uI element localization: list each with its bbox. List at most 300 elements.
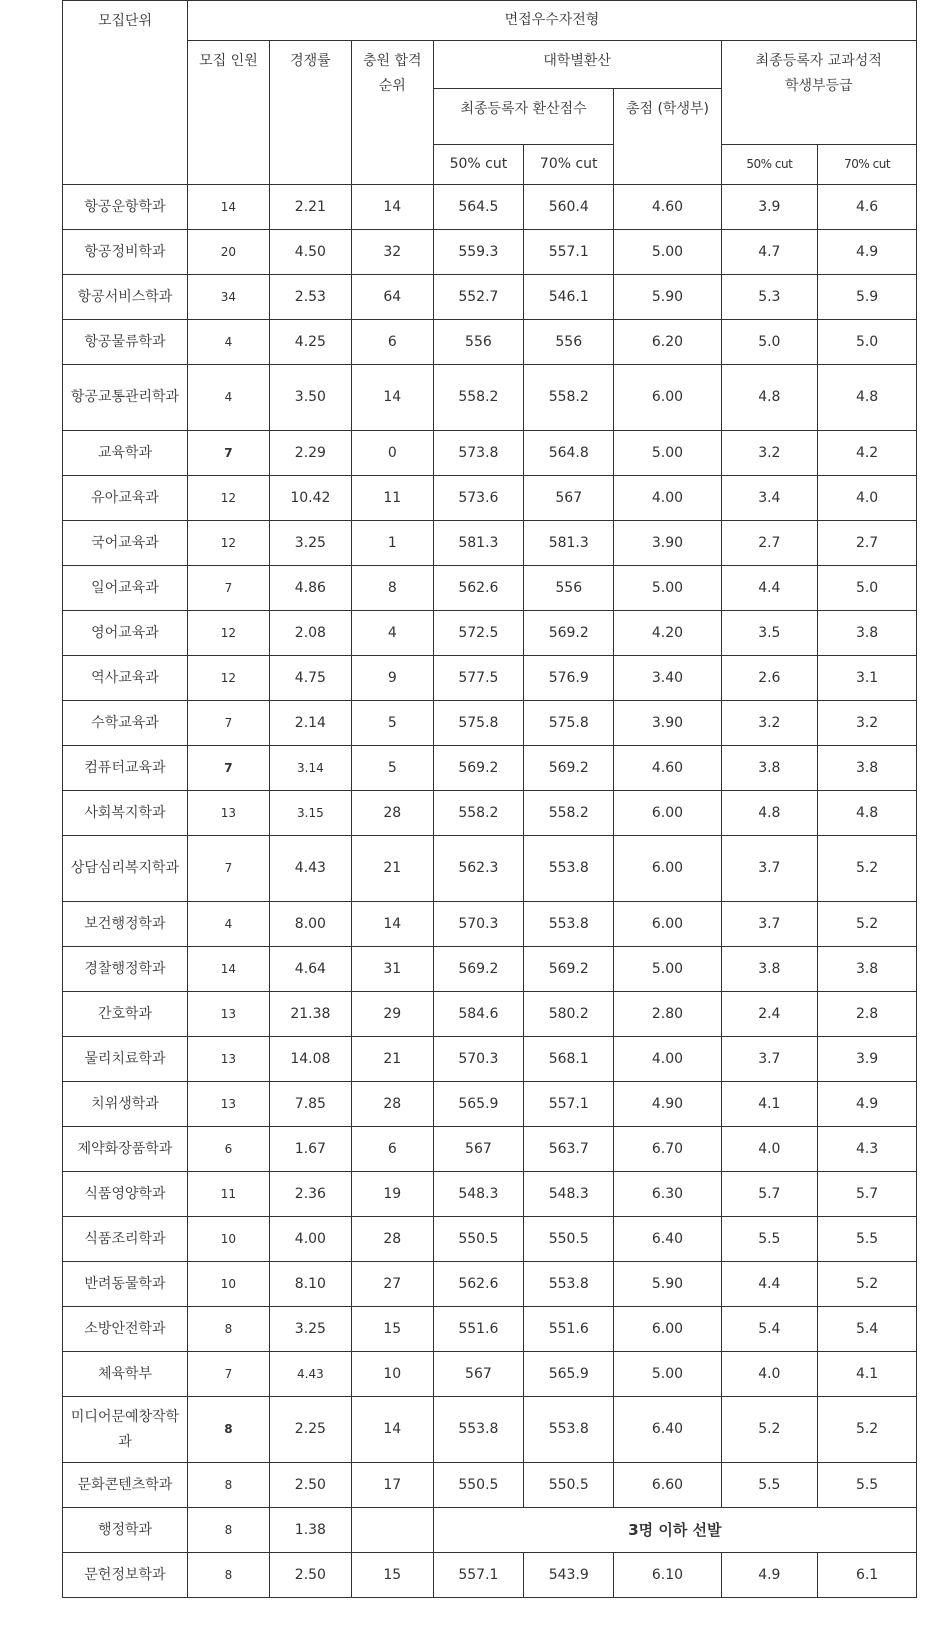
table-row	[63, 1508, 917, 1553]
score70-cell: 557.1	[524, 230, 614, 275]
quota-cell: 7	[187, 1352, 269, 1397]
rate-cell: 4.75	[269, 656, 351, 701]
grade70-cell: 5.2	[818, 902, 917, 947]
table-row	[63, 791, 917, 836]
total-cell: 5.00	[614, 1352, 721, 1397]
score50-cell: 552.7	[433, 275, 523, 320]
quota-cell: 6	[187, 1127, 269, 1172]
rate-cell: 2.25	[269, 1397, 351, 1463]
grade50-cell: 3.2	[721, 431, 818, 476]
grade50-cell: 3.5	[721, 611, 818, 656]
quota-cell: 12	[187, 611, 269, 656]
rank-cell: 6	[351, 1127, 433, 1172]
score70-cell: 567	[524, 476, 614, 521]
score50-cell: 573.6	[433, 476, 523, 521]
header-total: 총점 (학생부)	[614, 89, 721, 185]
quota-cell: 8	[187, 1307, 269, 1352]
total-cell: 3.90	[614, 701, 721, 746]
score70-cell: 576.9	[524, 656, 614, 701]
quota-cell: 12	[187, 476, 269, 521]
quota-cell: 8	[187, 1508, 269, 1553]
table-row	[63, 1217, 917, 1262]
grade50-cell: 5.4	[721, 1307, 818, 1352]
table-row	[63, 1037, 917, 1082]
score70-cell: 553.8	[524, 836, 614, 902]
grade70-cell: 5.2	[818, 1262, 917, 1307]
total-cell: 6.00	[614, 1307, 721, 1352]
table-row	[63, 230, 917, 275]
grade50-cell: 4.4	[721, 566, 818, 611]
total-cell: 6.70	[614, 1127, 721, 1172]
rate-cell: 2.50	[269, 1553, 351, 1598]
score70-cell: 580.2	[524, 992, 614, 1037]
table-row	[63, 1172, 917, 1217]
rate-cell: 2.29	[269, 431, 351, 476]
rank-cell: 14	[351, 902, 433, 947]
rank-cell: 64	[351, 275, 433, 320]
score50-cell: 550.5	[433, 1463, 523, 1508]
dept-cell: 수학교육과	[63, 701, 188, 746]
score70-cell: 550.5	[524, 1217, 614, 1262]
rate-cell: 4.43	[269, 836, 351, 902]
quota-cell: 13	[187, 1082, 269, 1127]
grade50-cell: 3.7	[721, 1037, 818, 1082]
rank-cell: 21	[351, 836, 433, 902]
quota-cell: 34	[187, 275, 269, 320]
grade50-cell: 4.1	[721, 1082, 818, 1127]
quota-cell: 13	[187, 992, 269, 1037]
grade70-cell: 4.1	[818, 1352, 917, 1397]
grade50-cell: 5.5	[721, 1217, 818, 1262]
score50-cell: 565.9	[433, 1082, 523, 1127]
header-final-grade: 최종등록자 교과성적 학생부등급	[721, 41, 916, 145]
dept-cell: 문헌정보학과	[63, 1553, 188, 1598]
header-cut70: 70% cut	[524, 145, 614, 185]
dept-cell: 항공교통관리학과	[63, 365, 188, 431]
quota-cell: 13	[187, 791, 269, 836]
rate-cell: 4.86	[269, 566, 351, 611]
total-cell: 6.00	[614, 836, 721, 902]
dept-cell: 사회복지학과	[63, 791, 188, 836]
header-type: 면접우수자전형	[187, 1, 916, 41]
rate-cell: 2.53	[269, 275, 351, 320]
dept-cell: 미디어문예창작학과	[63, 1397, 188, 1463]
grade70-cell: 3.2	[818, 701, 917, 746]
grade70-cell: 5.0	[818, 320, 917, 365]
rate-cell: 10.42	[269, 476, 351, 521]
dept-cell: 컴퓨터교육과	[63, 746, 188, 791]
table-row	[63, 365, 917, 431]
grade70-cell: 5.5	[818, 1463, 917, 1508]
table-row	[63, 185, 917, 230]
header-conv-score: 최종등록자 환산점수	[433, 89, 614, 145]
quota-cell: 4	[187, 365, 269, 431]
score70-cell: 569.2	[524, 947, 614, 992]
quota-cell: 7	[187, 566, 269, 611]
total-cell: 5.00	[614, 947, 721, 992]
quota-cell: 10	[187, 1217, 269, 1262]
rank-cell: 8	[351, 566, 433, 611]
dept-cell: 물리치료학과	[63, 1037, 188, 1082]
score70-cell: 548.3	[524, 1172, 614, 1217]
grade50-cell: 2.7	[721, 521, 818, 566]
rate-cell: 7.85	[269, 1082, 351, 1127]
dept-cell: 항공정비학과	[63, 230, 188, 275]
header-cut50-grade: 50% cut	[721, 145, 818, 185]
score50-cell: 569.2	[433, 746, 523, 791]
rate-cell: 4.25	[269, 320, 351, 365]
header-rate: 경쟁률	[269, 41, 351, 185]
score70-cell: 543.9	[524, 1553, 614, 1598]
quota-cell: 12	[187, 656, 269, 701]
rate-cell: 3.14	[269, 746, 351, 791]
score70-cell: 575.8	[524, 701, 614, 746]
grade70-cell: 5.2	[818, 1397, 917, 1463]
grade50-cell: 4.0	[721, 1352, 818, 1397]
score50-cell: 551.6	[433, 1307, 523, 1352]
score70-cell: 553.8	[524, 902, 614, 947]
quota-cell: 14	[187, 947, 269, 992]
total-cell: 6.10	[614, 1553, 721, 1598]
rank-cell: 19	[351, 1172, 433, 1217]
total-cell: 4.00	[614, 476, 721, 521]
dept-cell: 소방안전학과	[63, 1307, 188, 1352]
admission-results-table	[62, 0, 917, 1598]
quota-cell: 20	[187, 230, 269, 275]
grade70-cell: 4.9	[818, 1082, 917, 1127]
grade50-cell: 3.9	[721, 185, 818, 230]
rank-cell: 15	[351, 1307, 433, 1352]
rate-cell: 2.36	[269, 1172, 351, 1217]
total-cell: 4.60	[614, 185, 721, 230]
rate-cell: 21.38	[269, 992, 351, 1037]
score70-cell: 565.9	[524, 1352, 614, 1397]
note-cell: 3명 이하 선발	[433, 1508, 916, 1553]
score50-cell: 570.3	[433, 902, 523, 947]
rank-cell: 1	[351, 521, 433, 566]
header-quota: 모집 인원	[187, 41, 269, 185]
dept-cell: 체육학부	[63, 1352, 188, 1397]
rank-cell: 27	[351, 1262, 433, 1307]
score50-cell: 562.3	[433, 836, 523, 902]
score50-cell: 573.8	[433, 431, 523, 476]
rank-cell: 4	[351, 611, 433, 656]
rank-cell: 28	[351, 791, 433, 836]
score50-cell: 562.6	[433, 1262, 523, 1307]
grade70-cell: 6.1	[818, 1553, 917, 1598]
quota-cell: 11	[187, 1172, 269, 1217]
table-row	[63, 275, 917, 320]
rank-cell: 29	[351, 992, 433, 1037]
grade70-cell: 2.7	[818, 521, 917, 566]
score70-cell: 550.5	[524, 1463, 614, 1508]
table-row	[63, 1553, 917, 1598]
dept-cell: 반려동물학과	[63, 1262, 188, 1307]
table-row	[63, 1082, 917, 1127]
total-cell: 5.90	[614, 1262, 721, 1307]
rate-cell: 4.43	[269, 1352, 351, 1397]
score70-cell: 564.8	[524, 431, 614, 476]
dept-cell: 역사교육과	[63, 656, 188, 701]
total-cell: 5.00	[614, 566, 721, 611]
grade70-cell: 5.4	[818, 1307, 917, 1352]
grade50-cell: 5.7	[721, 1172, 818, 1217]
grade50-cell: 4.4	[721, 1262, 818, 1307]
rate-cell: 1.67	[269, 1127, 351, 1172]
score50-cell: 558.2	[433, 791, 523, 836]
total-cell: 6.00	[614, 902, 721, 947]
score50-cell: 572.5	[433, 611, 523, 656]
total-cell: 6.00	[614, 365, 721, 431]
dept-cell: 보건행정학과	[63, 902, 188, 947]
grade50-cell: 4.8	[721, 791, 818, 836]
score70-cell: 569.2	[524, 611, 614, 656]
header-unit: 모집단위	[63, 1, 188, 185]
grade70-cell: 3.1	[818, 656, 917, 701]
rank-cell: 14	[351, 1397, 433, 1463]
quota-cell: 7	[187, 431, 269, 476]
grade70-cell: 4.2	[818, 431, 917, 476]
grade70-cell: 4.6	[818, 185, 917, 230]
grade70-cell: 5.0	[818, 566, 917, 611]
rate-cell: 2.08	[269, 611, 351, 656]
score70-cell: 553.8	[524, 1262, 614, 1307]
score70-cell: 546.1	[524, 275, 614, 320]
score50-cell: 575.8	[433, 701, 523, 746]
score70-cell: 556	[524, 320, 614, 365]
rank-cell: 28	[351, 1217, 433, 1262]
grade70-cell: 3.8	[818, 746, 917, 791]
rank-cell: 11	[351, 476, 433, 521]
rate-cell: 3.50	[269, 365, 351, 431]
header-conv: 대학별환산	[433, 41, 721, 89]
grade50-cell: 3.7	[721, 902, 818, 947]
dept-cell: 교육학과	[63, 431, 188, 476]
grade50-cell: 5.2	[721, 1397, 818, 1463]
total-cell: 3.40	[614, 656, 721, 701]
grade70-cell: 4.3	[818, 1127, 917, 1172]
grade50-cell: 4.8	[721, 365, 818, 431]
score70-cell: 568.1	[524, 1037, 614, 1082]
rate-cell: 14.08	[269, 1037, 351, 1082]
dept-cell: 제약화장품학과	[63, 1127, 188, 1172]
total-cell: 6.40	[614, 1217, 721, 1262]
rank-cell: 32	[351, 230, 433, 275]
total-cell: 4.00	[614, 1037, 721, 1082]
score50-cell: 556	[433, 320, 523, 365]
grade50-cell: 5.3	[721, 275, 818, 320]
table-row	[63, 947, 917, 992]
rate-cell: 3.25	[269, 521, 351, 566]
rate-cell: 4.64	[269, 947, 351, 992]
score50-cell: 567	[433, 1127, 523, 1172]
grade70-cell: 5.2	[818, 836, 917, 902]
dept-cell: 국어교육과	[63, 521, 188, 566]
dept-cell: 일어교육과	[63, 566, 188, 611]
grade70-cell: 3.8	[818, 947, 917, 992]
dept-cell: 상담심리복지학과	[63, 836, 188, 902]
quota-cell: 13	[187, 1037, 269, 1082]
grade70-cell: 4.0	[818, 476, 917, 521]
score50-cell: 550.5	[433, 1217, 523, 1262]
grade50-cell: 3.8	[721, 746, 818, 791]
table-row	[63, 320, 917, 365]
table-row	[63, 992, 917, 1037]
score50-cell: 557.1	[433, 1553, 523, 1598]
table-row	[63, 521, 917, 566]
score70-cell: 563.7	[524, 1127, 614, 1172]
dept-cell: 행정학과	[63, 1508, 188, 1553]
total-cell: 6.40	[614, 1397, 721, 1463]
rate-cell: 3.25	[269, 1307, 351, 1352]
total-cell: 6.60	[614, 1463, 721, 1508]
total-cell: 5.00	[614, 431, 721, 476]
score70-cell: 556	[524, 566, 614, 611]
dept-cell: 경찰행정학과	[63, 947, 188, 992]
header-cut50: 50% cut	[433, 145, 523, 185]
rate-cell: 4.50	[269, 230, 351, 275]
total-cell: 4.90	[614, 1082, 721, 1127]
total-cell: 4.20	[614, 611, 721, 656]
table-row	[63, 476, 917, 521]
grade70-cell: 5.7	[818, 1172, 917, 1217]
rate-cell: 2.14	[269, 701, 351, 746]
grade50-cell: 2.4	[721, 992, 818, 1037]
grade70-cell: 4.8	[818, 365, 917, 431]
grade50-cell: 3.7	[721, 836, 818, 902]
grade50-cell: 2.6	[721, 656, 818, 701]
rank-cell	[351, 1508, 433, 1553]
rank-cell: 17	[351, 1463, 433, 1508]
total-cell: 3.90	[614, 521, 721, 566]
score70-cell: 558.2	[524, 791, 614, 836]
dept-cell: 식품영양학과	[63, 1172, 188, 1217]
score70-cell: 553.8	[524, 1397, 614, 1463]
table-row	[63, 611, 917, 656]
quota-cell: 7	[187, 836, 269, 902]
rank-cell: 21	[351, 1037, 433, 1082]
quota-cell: 4	[187, 902, 269, 947]
grade70-cell: 3.8	[818, 611, 917, 656]
grade70-cell: 3.9	[818, 1037, 917, 1082]
quota-cell: 14	[187, 185, 269, 230]
quota-cell: 8	[187, 1463, 269, 1508]
dept-cell: 치위생학과	[63, 1082, 188, 1127]
score50-cell: 562.6	[433, 566, 523, 611]
rank-cell: 5	[351, 746, 433, 791]
table-row	[63, 1307, 917, 1352]
score50-cell: 577.5	[433, 656, 523, 701]
quota-cell: 4	[187, 320, 269, 365]
rank-cell: 15	[351, 1553, 433, 1598]
score50-cell: 567	[433, 1352, 523, 1397]
score70-cell: 560.4	[524, 185, 614, 230]
rate-cell: 8.10	[269, 1262, 351, 1307]
rate-cell: 2.50	[269, 1463, 351, 1508]
score50-cell: 553.8	[433, 1397, 523, 1463]
score50-cell: 559.3	[433, 230, 523, 275]
total-cell: 6.30	[614, 1172, 721, 1217]
quota-cell: 8	[187, 1553, 269, 1598]
header-rank: 충원 합격 순위	[351, 41, 433, 185]
rank-cell: 10	[351, 1352, 433, 1397]
rank-cell: 31	[351, 947, 433, 992]
dept-cell: 항공운항학과	[63, 185, 188, 230]
quota-cell: 12	[187, 521, 269, 566]
total-cell: 6.00	[614, 791, 721, 836]
score50-cell: 548.3	[433, 1172, 523, 1217]
rate-cell: 1.38	[269, 1508, 351, 1553]
header-cut70-grade: 70% cut	[818, 145, 917, 185]
dept-cell: 문화콘텐츠학과	[63, 1463, 188, 1508]
score70-cell: 569.2	[524, 746, 614, 791]
score70-cell: 581.3	[524, 521, 614, 566]
grade70-cell: 4.9	[818, 230, 917, 275]
total-cell: 2.80	[614, 992, 721, 1037]
score50-cell: 569.2	[433, 947, 523, 992]
rate-cell: 8.00	[269, 902, 351, 947]
quota-cell: 7	[187, 701, 269, 746]
score50-cell: 570.3	[433, 1037, 523, 1082]
grade70-cell: 5.5	[818, 1217, 917, 1262]
table-row	[63, 836, 917, 902]
table-row	[63, 431, 917, 476]
grade50-cell: 5.0	[721, 320, 818, 365]
grade70-cell: 4.8	[818, 791, 917, 836]
rank-cell: 6	[351, 320, 433, 365]
dept-cell: 식품조리학과	[63, 1217, 188, 1262]
grade50-cell: 3.4	[721, 476, 818, 521]
table-row	[63, 746, 917, 791]
total-cell: 6.20	[614, 320, 721, 365]
grade50-cell: 4.0	[721, 1127, 818, 1172]
quota-cell: 7	[187, 746, 269, 791]
table-row	[63, 701, 917, 746]
score70-cell: 551.6	[524, 1307, 614, 1352]
total-cell: 4.60	[614, 746, 721, 791]
table-row	[63, 1352, 917, 1397]
table-body	[63, 185, 917, 1598]
table-row	[63, 1463, 917, 1508]
score70-cell: 557.1	[524, 1082, 614, 1127]
table-row	[63, 1127, 917, 1172]
score50-cell: 564.5	[433, 185, 523, 230]
quota-cell: 8	[187, 1397, 269, 1463]
dept-cell: 유아교육과	[63, 476, 188, 521]
dept-cell: 간호학과	[63, 992, 188, 1037]
score70-cell: 558.2	[524, 365, 614, 431]
rate-cell: 4.00	[269, 1217, 351, 1262]
table-row	[63, 656, 917, 701]
grade70-cell: 5.9	[818, 275, 917, 320]
table-row	[63, 566, 917, 611]
score50-cell: 581.3	[433, 521, 523, 566]
quota-cell: 10	[187, 1262, 269, 1307]
dept-cell: 항공물류학과	[63, 320, 188, 365]
score50-cell: 558.2	[433, 365, 523, 431]
rate-cell: 2.21	[269, 185, 351, 230]
table-row	[63, 1262, 917, 1307]
rank-cell: 14	[351, 185, 433, 230]
grade50-cell: 5.5	[721, 1463, 818, 1508]
rank-cell: 9	[351, 656, 433, 701]
rank-cell: 0	[351, 431, 433, 476]
total-cell: 5.00	[614, 230, 721, 275]
table-row	[63, 902, 917, 947]
grade50-cell: 4.9	[721, 1553, 818, 1598]
rank-cell: 14	[351, 365, 433, 431]
rate-cell: 3.15	[269, 791, 351, 836]
